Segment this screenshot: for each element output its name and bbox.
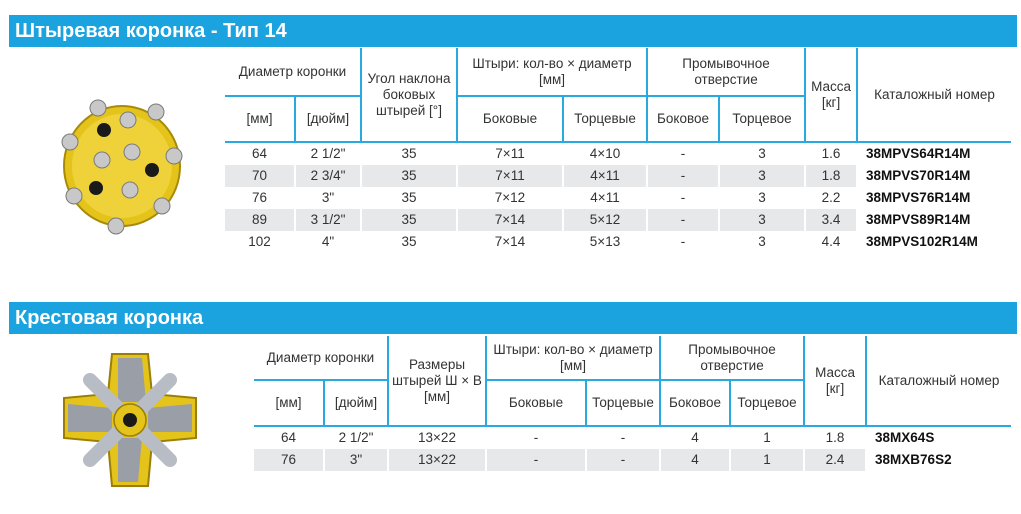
table-row (254, 426, 1011, 449)
cell-side: - (486, 449, 586, 471)
cell-code: 38MPVS64R14M (857, 142, 1011, 165)
cell-mm: 102 (225, 231, 295, 253)
header-angle: Угол наклона боковых штырей [°] (361, 48, 457, 142)
cell-face: 4×11 (563, 187, 647, 209)
cell-code: 38MPVS102R14M (866, 234, 978, 249)
cell-flush-face: 3 (719, 231, 805, 253)
header-pins: Штыри: кол-во × диаметр [мм] (486, 336, 660, 380)
cell-inch: 2 1/2" (324, 426, 388, 449)
cell-inch: 4" (295, 231, 361, 253)
cell-flush-side: - (647, 231, 719, 253)
cell-flush-side: - (647, 165, 719, 187)
cell-angle: 35 (361, 231, 457, 253)
button-bit-table (225, 48, 1011, 253)
cell-mm: 89 (225, 209, 295, 231)
cell-face: 5×12 (563, 209, 647, 231)
header-mm: [мм] (254, 380, 324, 426)
cell-angle: 35 (361, 187, 457, 209)
header-pins: Штыри: кол-во × диаметр [мм] (457, 48, 647, 96)
cell-mm: 64 (225, 142, 295, 165)
header-mass: Масса [кг] (805, 48, 857, 142)
header-mm: [мм] (225, 96, 295, 142)
header-catalog: Каталожный номер (866, 336, 1011, 426)
cross-bit-table (254, 336, 1011, 471)
header-diameter: Диаметр коронки (254, 336, 388, 380)
cell-code: 38MX64S (866, 426, 1011, 449)
header-flush-side: Боковое (660, 380, 730, 426)
cell-face: 5×13 (563, 231, 647, 253)
cell-side: - (486, 426, 586, 449)
cell-flush-face: 3 (719, 187, 805, 209)
cell-inch: 3 1/2" (295, 209, 361, 231)
cell-inch: 3" (295, 187, 361, 209)
cell-mm: 76 (225, 187, 295, 209)
cell-size: 13×22 (388, 449, 486, 471)
header-flush: Промывочное отверстие (660, 336, 804, 380)
table-row (225, 187, 1011, 209)
cell-code: 38MPVS70R14M (857, 165, 1011, 187)
header-flush-face: Торцевое (719, 96, 805, 142)
cell-mass: 2.4 (804, 449, 866, 471)
cell-flush-side: 4 (660, 426, 730, 449)
cell-inch: 2 3/4" (295, 165, 361, 187)
cell-code: 38MPVS89R14M (857, 209, 1011, 231)
table-row (225, 165, 1011, 187)
cell-angle: 35 (361, 142, 457, 165)
cell-flush-face: 3 (719, 142, 805, 165)
section-title-button-bit: Штыревая коронка - Тип 14 (9, 15, 1017, 47)
cell-side: 7×14 (457, 209, 563, 231)
cell-flush-side: - (647, 209, 719, 231)
cell-code: 38MXB76S2 (866, 449, 1011, 471)
cell-flush-face: 1 (730, 426, 804, 449)
cell-code: 38MPVS76R14M (866, 190, 971, 205)
table-row (225, 231, 1011, 253)
header-catalog: Каталожный номер (857, 48, 1011, 142)
cell-mm: 76 (254, 449, 324, 471)
header-mass: Масса [кг] (804, 336, 866, 426)
table-row (225, 209, 1011, 231)
header-inch: [дюйм] (295, 96, 361, 142)
cell-flush-side: - (647, 142, 719, 165)
header-pins-face: Торцевые (586, 380, 660, 426)
header-flush-face: Торцевое (730, 380, 804, 426)
cell-angle: 35 (361, 209, 457, 231)
cell-flush-face: 1 (730, 449, 804, 471)
button-bit-image (52, 90, 192, 240)
header-size: Размеры штырей Ш × В [мм] (388, 336, 486, 426)
cell-flush-face: 3 (719, 209, 805, 231)
cell-side: 7×11 (457, 142, 563, 165)
cell-mass: 1.6 (805, 142, 857, 165)
cell-size: 13×22 (388, 426, 486, 449)
header-pins-face: Торцевые (563, 96, 647, 142)
cell-mm: 70 (225, 165, 295, 187)
header-inch: [дюйм] (324, 380, 388, 426)
section-title-cross-bit: Крестовая коронка (9, 302, 1017, 334)
header-flush: Промывочное отверстие (647, 48, 805, 96)
cell-angle: 35 (361, 165, 457, 187)
header-diameter: Диаметр коронки (225, 48, 361, 96)
cell-mass: 2.2 (805, 187, 857, 209)
cell-mass: 3.4 (805, 209, 857, 231)
cell-inch: 2 1/2" (295, 142, 361, 165)
cell-side: 7×11 (457, 165, 563, 187)
cell-face: 4×10 (563, 142, 647, 165)
cell-flush-side: 4 (660, 449, 730, 471)
table-row (225, 142, 1011, 165)
cell-inch: 3" (324, 449, 388, 471)
cell-face: - (586, 426, 660, 449)
cell-flush-face: 3 (719, 165, 805, 187)
cell-mass: 4.4 (805, 231, 857, 253)
table-row (254, 449, 1011, 471)
cell-mass: 1.8 (804, 426, 866, 449)
cell-face: - (586, 449, 660, 471)
cell-side: 7×14 (457, 231, 563, 253)
header-flush-side: Боковое (647, 96, 719, 142)
cross-bit-image (60, 350, 200, 490)
cell-mm: 64 (254, 426, 324, 449)
header-pins-side: Боковые (457, 96, 563, 142)
cell-face: 4×11 (563, 165, 647, 187)
cell-mass: 1.8 (805, 165, 857, 187)
cell-flush-side: - (647, 187, 719, 209)
header-pins-side: Боковые (486, 380, 586, 426)
cell-side: 7×12 (457, 187, 563, 209)
